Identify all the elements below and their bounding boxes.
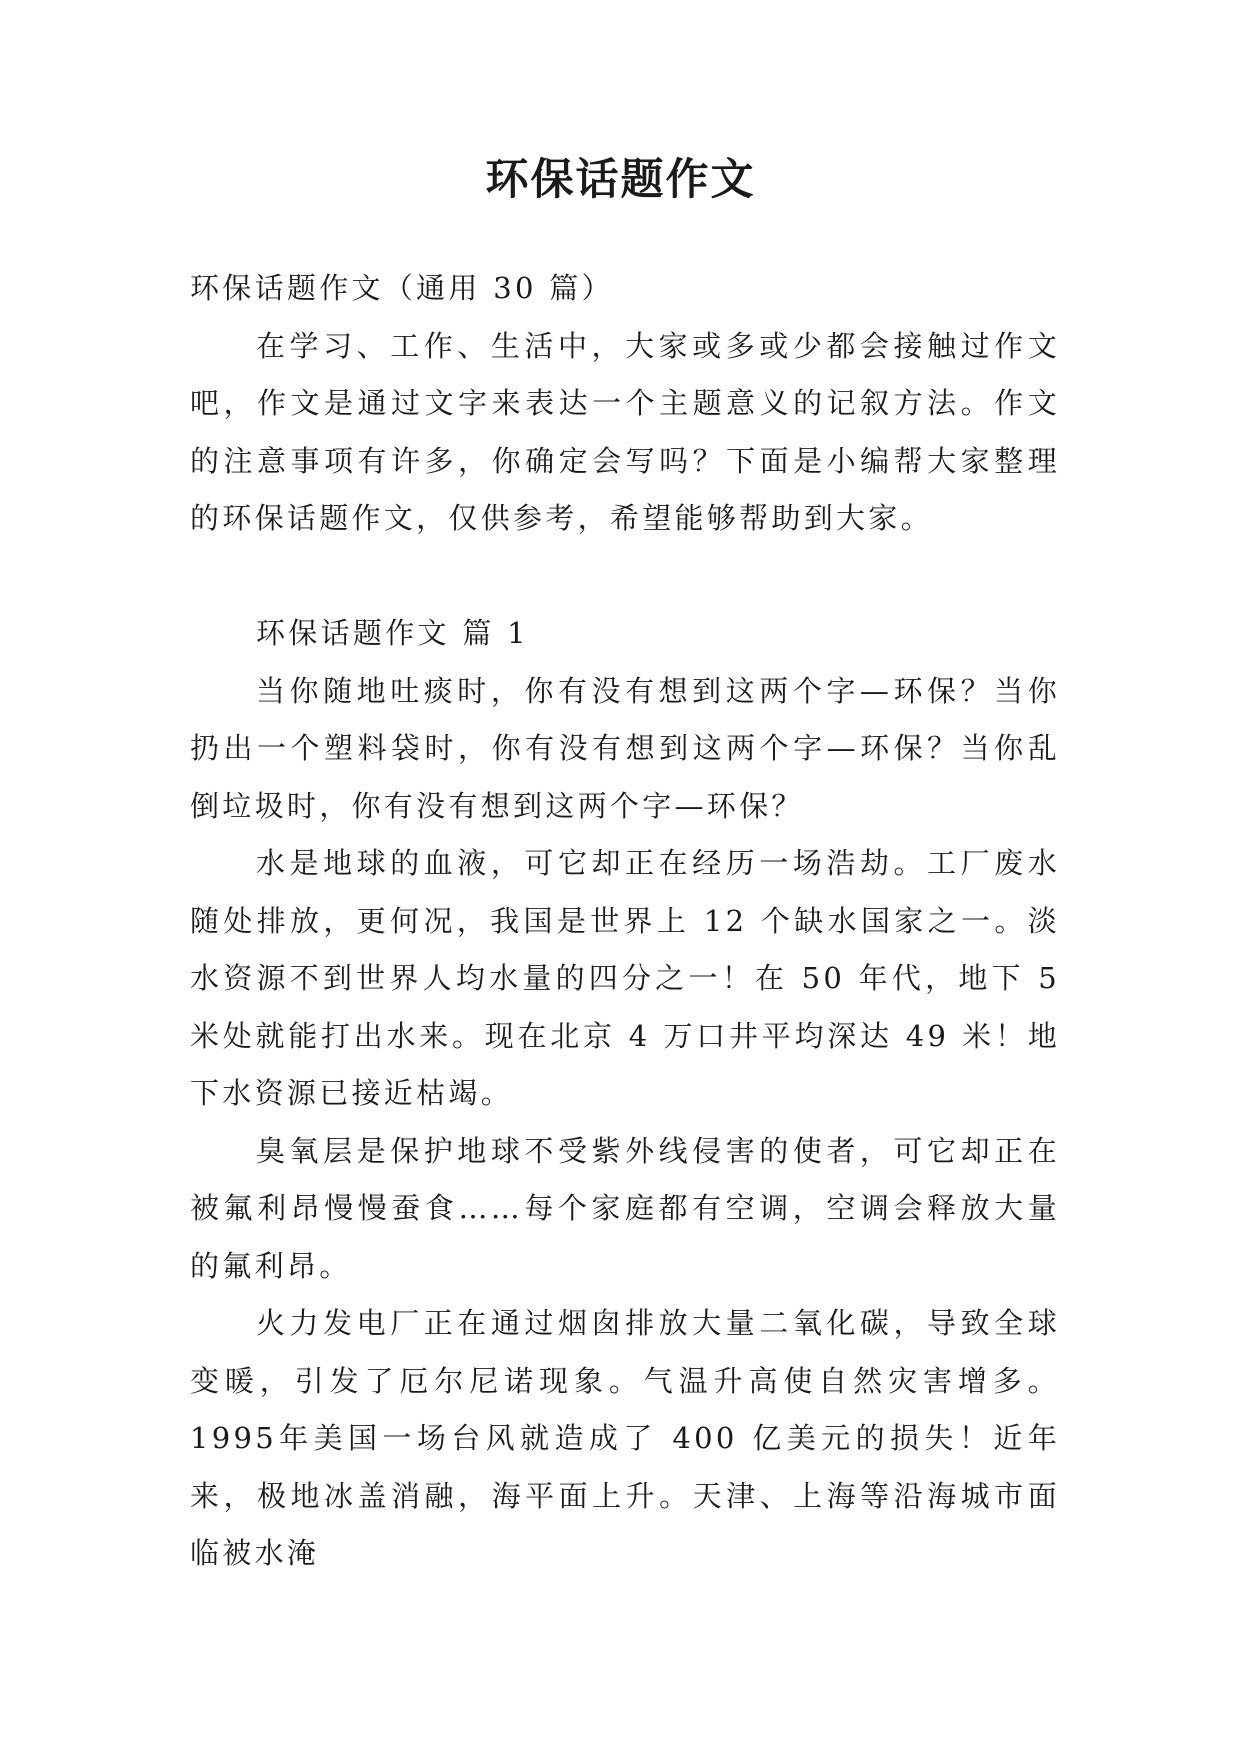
document-title: 环保话题作文 xyxy=(485,155,756,205)
paragraph-gap xyxy=(190,548,1060,606)
intro-paragraph: 在学习、工作、生活中，大家或多或少都会接触过作文吧，作文是通过文字来表达一个主题意义的记叙方法。作文的注意事项有许多，你确定会写吗？下面是小编帮大家整理的环保话题作文，仅供参考，希望能够帮助到大家。 xyxy=(190,328,1060,535)
body-paragraph-4: 火力发电厂正在通过烟囱排放大量二氧化碳，导致全球变暖，引发了厄尔尼诺现象。气温升高使自然灾害增多。1995年美国一场台风就造成了 400 亿美元的损失！近年来，极地冰盖消融，海平面上升。天津、上海等沿海城市面临被水淹 xyxy=(190,1306,1060,1570)
body-paragraph-2: 水是地球的血液，可它却正在经历一场浩劫。工厂废水随处排放，更何况，我国是世界上 12 个缺水国家之一。淡水资源不到世界人均水量的四分之一！在 50 年代，地下 5 米处就能打出水来。现在北京 4 万口井平均深达 49 米！地下水资源已接近枯竭。 xyxy=(190,846,1060,1110)
document-body xyxy=(190,260,1060,1583)
document-subtitle: 环保话题作文（通用 30 篇） xyxy=(190,271,614,305)
body-paragraph-3: 臭氧层是保护地球不受紫外线侵害的使者，可它却正在被氟利昂慢慢蚕食……每个家庭都有空调，空调会释放大量的氟利昂。 xyxy=(190,1133,1060,1283)
section-heading: 环保话题作文 篇 1 xyxy=(256,616,529,650)
body-paragraph-1: 当你随地吐痰时，你有没有想到这两个字—环保？当你扔出一个塑料袋时，你有没有想到这两个字—环保？当你乱倒垃圾时，你有没有想到这两个字—环保？ xyxy=(190,673,1060,823)
